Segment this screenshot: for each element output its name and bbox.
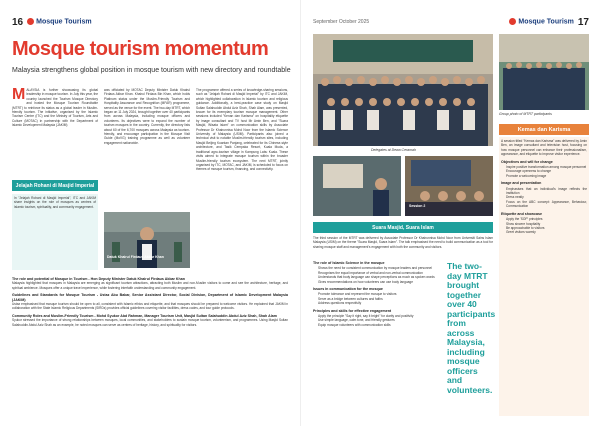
section-suara-lists bbox=[313, 258, 443, 416]
list-item: • Promote a welcoming image bbox=[506, 174, 587, 178]
page-number: 17 bbox=[577, 16, 589, 28]
list-item: • Emphasises that an individual's image reflects the institution bbox=[506, 187, 587, 196]
drop-cap: M bbox=[12, 88, 26, 103]
suara-list-principles bbox=[313, 314, 443, 327]
section-header-suara: Suara Masjid, Suara Islam bbox=[313, 222, 493, 233]
list-item: • Apply the principle "Say it right, say it bright" for clarity and positivity bbox=[318, 314, 443, 318]
body-column-3: The programme offered a series of knowledge-sharing sessions, such as "Jelajah Rohani di Masjid Imperial" by ITC and JAKIM, which highlighted collaboration in Islamic tourism and religious guidance. Additionally, a best-practice case study on Masjid Sultan Salahuddin Abdul Aziz Shah, Shah Alam, was presented, known for its exemplary tourism mosque management. Other sessions included "Kenan dan Karisma" on hospitality etiquette by image consultant and TV host Mr Amin Ben, and "Suara Masjid, Wisata Islam" on communication skills by Associate Professor Dr Khairunnisa Mohd Noor from the Islamic Science University of Malaysia (USIM). Participants also joined a technical visit to notable Muslim-friendly tourism sites, including Masjid Beijing Kuantan Panjang, celebrated for its Chinese-style architecture, and Tasik Cempaka Resort, Kuala Muda, a traditional agro-tourism village in Kampung Labu Kuala. These visits aimed to integrate mosque tourism within the broader Muslim-friendly tourism ecosystem. The next MTRT, jointly organised by ITC, MOTAC, and JAKIM, is scheduled to focus on themes of mosque tourism, financing, and connectivity. bbox=[196, 88, 288, 172]
list-item: • Greet visitors warmly bbox=[506, 230, 587, 234]
right-page bbox=[300, 0, 600, 426]
body-column-1 bbox=[12, 88, 98, 176]
session-photo-right bbox=[405, 156, 493, 216]
suara-heading-issues: Issues in communication for the mosque bbox=[313, 287, 383, 292]
brand-icon bbox=[27, 18, 34, 25]
left-page-header bbox=[12, 16, 92, 28]
session-photo-left bbox=[313, 156, 401, 216]
deputy-minister-illustration bbox=[104, 212, 190, 268]
list-item: • Serve as a bridge between cultures and faiths bbox=[318, 297, 443, 301]
list-item: • Use simple language, calm tone, and friendly gestures bbox=[318, 318, 443, 322]
list-item: • Promote tolerance and represent the mosque to visitors bbox=[318, 292, 443, 296]
paragraph-role: Malaysia highlighted that mosques in Malaysia are emerging as significant tourism attractions, attracting both Muslim and non-Muslim visitors to come and see the architecture, heritage, and spiritual ambience. Mosques offer a unique travel experience, while fostering interfaith understanding and community engagement. bbox=[12, 281, 288, 290]
group-photo-delegates bbox=[313, 34, 493, 146]
brand-logo: Mosque Tourism bbox=[27, 18, 91, 25]
brand-icon bbox=[509, 18, 516, 25]
sub-heading-community: Community Roles and Muslim-Friendly Tourism - Mohd Syukor Abd Rahman, Manager Tourism Unit, Masjid Sultan Salahuddin Abdul Aziz Shah, Shah Alam bbox=[12, 313, 277, 318]
suara-heading-role: The role of Islamic Science in the mosque bbox=[313, 261, 385, 265]
sub-heading-guidelines: Guidelines and Standards for Mosque Tourism - Ustaz Abu Bakar, Senior Assistant Director, Social Division, Department of Islamic Development Malaysia (JAKIM) bbox=[12, 293, 288, 302]
body-column-2: was officiated by MOTAC Deputy Minister Datuk Khairul Firdaus Akbar Khan. Khairul Firdaus Bin Khan, which holds Platinum status under the Muslim-Friendly Tourism and Hospitality Assurance and Recognition (MFAR) programme, served as the venue for the event. The two-day MTRT, which began on 11 July 2024, brought together over 40 participants from across Malaysia, including mosque officers and volunteers. Its objectives were to expand the number of tourism mosques in the country. Currently, the directory lists about 60 of the 6,700 mosques across Malaysia as tourism-friendly, and encourage participation in the Mosque Visit Guide (MoVG) training programme as well as volunteer engagement nationwide. bbox=[104, 88, 190, 145]
list-item: • Be approachable to visitors bbox=[506, 226, 587, 230]
sidebar-intro: A session titled "Kemas dan Karisma" was delivered by Amin Ben, an image consultant and television host, focusing on how mosque personnel can enhance their professionalism, appearance, and etiquette to improve visitor experience. bbox=[501, 139, 587, 157]
list-item: • Shows the need for consistent communication by mosque leaders and personnel bbox=[318, 266, 443, 270]
sidebar-heading-etiquette: Etiquette and showcase bbox=[501, 211, 542, 216]
session-left-illustration bbox=[313, 156, 401, 216]
right-page-header bbox=[313, 16, 369, 28]
issue-date: September October 2025 bbox=[313, 19, 370, 25]
list-item: • Encourage openness to change bbox=[506, 169, 587, 173]
sidebar-heading-image: Image and presentation bbox=[501, 181, 542, 186]
sidebar-list-objectives bbox=[501, 165, 587, 178]
section-suara-intro: The third session of the MTRT was delivered by Associate Professor Dr Khairunnisa Mohd Noor from Universiti Sains Islam Malaysia (USIM) on the theme "Suara Masjid, Suara Islam". The talk emphasised the need to build communication as a tool for sharing mosque staff and management's engagement with both the community and visitors. bbox=[313, 236, 493, 249]
page-number: 16 bbox=[12, 16, 24, 28]
list-item: • Gives recommendations on how volunteers can use body language bbox=[318, 280, 443, 284]
right-page-brand bbox=[509, 16, 589, 28]
sidebar-header-kemas: Kemas dan Karisma bbox=[499, 124, 589, 135]
suara-list-issues bbox=[313, 292, 443, 305]
sidebar-kemas-content bbox=[501, 139, 587, 415]
section-jelajah-body bbox=[12, 274, 288, 416]
list-item: • Inspire positive transformation among mosque personnel bbox=[506, 165, 587, 169]
sidebar-list-image bbox=[501, 187, 587, 209]
paragraph-guidelines: Ustaz emphasised that mosque tourism should be open to all, consistent with Islamic ethics and etiquette, and that mosques should be prepared to welcome visitors. He explained that JAKIM in collaboration with the State Islamic Religious Departments (SIRDs) provides official guidelines covering visitor facilities, dress codes, and tour guide protocols. bbox=[12, 302, 288, 311]
participants-photo-illustration bbox=[499, 34, 589, 110]
caption-session: Session 2 bbox=[409, 204, 426, 208]
list-item: • Apply the 'SOP' principles bbox=[506, 217, 587, 221]
sidebar-heading-objectives: Objectives and will for change bbox=[501, 159, 553, 164]
list-item: • Address questions respectfully bbox=[318, 301, 443, 305]
suara-list-role bbox=[313, 266, 443, 284]
section-jelajah-intro: In "Jelajah Rohani di Masjid Imperial", ITC and JAKIM share insights on the role of mosques as centres of Islamic tourism, spirituality, and community engagement. bbox=[14, 196, 96, 209]
photo-caption-name: Datuk Khairul Firdaus Akbar Khan bbox=[107, 255, 164, 259]
list-item: • Show sincere hospitality bbox=[506, 222, 587, 226]
deputy-minister-photo bbox=[104, 212, 190, 268]
list-item: • Focus on the ABC concept: Appearance, Behaviour, Communication bbox=[506, 200, 587, 209]
sub-heading-role: The role and potential of Mosque in Tourism - Hon Deputy Minister Datuk Khairul Firdaus Akbar Khan bbox=[12, 277, 185, 281]
caption-participants: Group photo of MTRT participants bbox=[499, 112, 552, 116]
paragraph-community: Syukor stressed the importance of strong relationships between mosques, local communities, and stakeholders to sustain mosque tourism, volunteerism, and programmes. Using Masjid Sultan Salahuddin Abdul Aziz Shah as an example, he noted mosques can serve as centres of heritage, history, and spirituality for visitors. bbox=[12, 318, 288, 327]
pull-quote-callout: The two-day MTRT brought together over 40 participants from across Malaysia, including mosque officers and volunteers. bbox=[447, 261, 496, 395]
caption-delegates: Delegates at Dewa Ceramah bbox=[371, 148, 416, 152]
group-photo-participants bbox=[499, 34, 589, 110]
list-item: • Recognises the equal importance of verbal and non-verbal communication bbox=[318, 271, 443, 275]
body-text: ALAYSIA is further showcasing its global leadership in mosque tourism. In July this year, the country launched the Tourism Mosque Directory and hosted the Mosque Tourism Roundtable (MTRT) to reinforce its status as a global leader in Muslim-friendly tourism. The initiative, organised by the Islamic Tourism Centre (ITC) and the Ministry of Tourism, Arts and Culture (MOTAC) in partnership with the Department of Islamic Development Malaysia (JAKIM) bbox=[12, 88, 98, 128]
sidebar-list-etiquette bbox=[501, 217, 587, 235]
list-item: • Understands that body language can shape perceptions as much as spoken words bbox=[318, 275, 443, 279]
group-photo-illustration bbox=[313, 34, 493, 146]
suara-heading-principles: Principles and skills for effective engagement bbox=[313, 308, 392, 313]
list-item: • Equip mosque volunteers with communication skills bbox=[318, 323, 443, 327]
article-subtitle: Malaysia strengthens global position in mosque tourism with new directory and roundtable bbox=[12, 67, 291, 74]
section-header-jelajah: Jelajah Rohani di Masjid Imperial bbox=[12, 180, 98, 191]
brand-logo: Mosque Tourism bbox=[509, 18, 573, 25]
article-title: Mosque tourism momentum bbox=[12, 38, 269, 60]
list-item: • Dress neatly bbox=[506, 195, 587, 199]
